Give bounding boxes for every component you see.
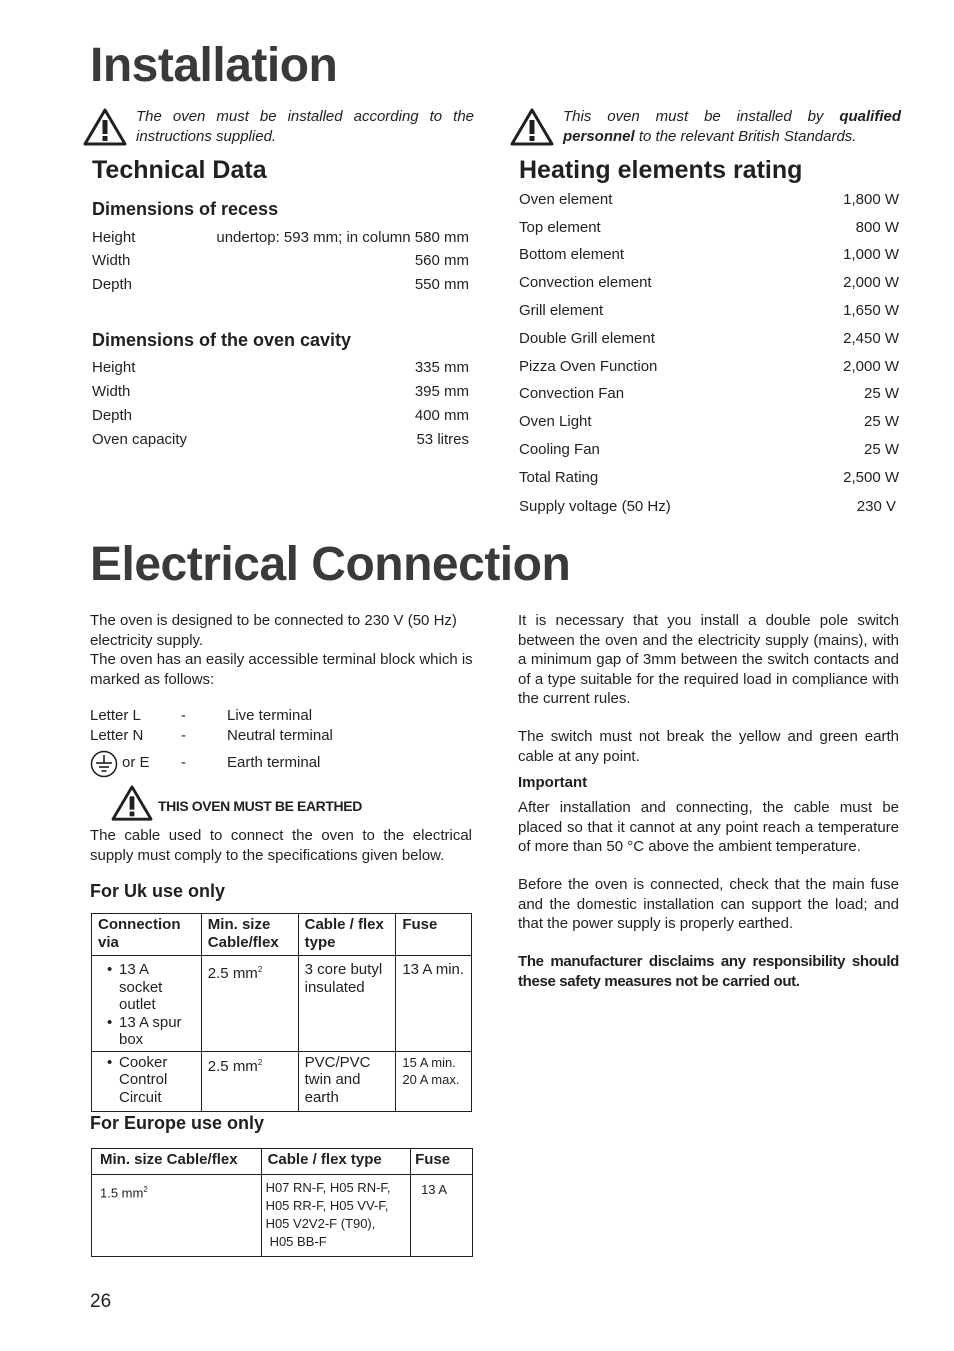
terminal-dash: - [181,727,186,744]
heating-row: Grill element 1,650 W [519,302,899,319]
heating-row: Convection element 2,000 W [519,274,899,291]
disclaimer-text: The manufacturer disclaims any responsibility should these safety measures not be carried out. [518,953,899,990]
earth-symbol-icon [89,750,119,778]
table-header: Connection via [92,914,202,956]
eu-cable-table [91,1148,473,1257]
page-number: 26 [90,1291,112,1312]
table-header: Cable / flex type [298,914,396,956]
warning-install-instructions [82,107,474,147]
table-header: Min. size Cable/flex [92,1149,262,1175]
table-header: Fuse [396,914,472,956]
warning-triangle-icon [82,107,128,147]
heating-row: Oven Light 25 W [519,413,899,430]
cavity-row: Height 335 mm [92,359,469,376]
earthed-warning: THIS OVEN MUST BE EARTHED [158,798,362,814]
warning-text: The oven must be installed according to the instructions supplied. [136,108,474,145]
terminal-dash: - [181,754,186,771]
terminal-letter: Letter L [90,707,141,724]
heating-row: Supply voltage (50 Hz) 230 V [519,498,896,515]
recess-row: Height undertop: 593 mm; in column 580 mm [92,229,469,246]
warning-triangle-icon [110,784,154,822]
cavity-row: Width 395 mm [92,383,469,400]
temperature-text: After installation and connecting, the cable must be placed so that it cannot at any point reach a temperature of more than 50 °C above the ambient temperature. [518,799,899,855]
table-row: 1.5 $mm^2$ H07 RN-F, H05 RN-F, H05 RR-F, H05 VV-F, H05 V2V2-F (T90), H05 BB-F 13 A [92,1175,473,1257]
heating-row: Oven element 1,800 W [519,191,899,208]
recess-row: Width 560 mm [92,252,469,269]
cavity-heading: Dimensions of the oven cavity [92,330,352,350]
cable-text: The cable used to connect the oven to the electrical supply must comply to the specifications given below. [90,827,472,864]
warning-triangle-icon [509,107,555,147]
heating-row: Convection Fan 25 W [519,385,899,402]
terminal-dash: - [181,707,186,724]
uk-heading: For Uk use only [90,881,226,901]
heating-row: Pizza Oven Function 2,000 W [519,358,899,375]
heating-row: Double Grill element 2,450 W [519,330,899,347]
heating-row: Cooling Fan 25 W [519,441,899,458]
intro-text: The oven is designed to be connected to 230 V (50 Hz) electricity supply. The oven has an easily accessible terminal block which is marked as follows: [90,612,473,688]
terminal-name: Neutral terminal [227,727,333,744]
technical-data-heading: Technical Data [92,156,267,184]
terminal-name: Live terminal [227,707,313,724]
cavity-row: Depth 400 mm [92,407,469,424]
page-title-installation: Installation [90,39,338,92]
table-header: Cable / flex type [261,1149,411,1175]
page-title-electrical: Electrical Connection [90,538,571,591]
recess-heading: Dimensions of recess [92,199,279,219]
heating-row: Bottom element 1,000 W [519,246,899,263]
terminal-letter: Letter N [90,727,144,744]
switch-text: It is necessary that you install a double pole switch between the oven and the electricity supply (mains), with a minimum gap of 3mm between the switch contacts and of a type suitable for the required load in compliance with the current rules. [518,612,899,707]
warning-qualified-personnel [509,107,901,147]
heating-row: Top element 800 W [519,219,899,236]
table-header: Min. size Cable/flex [201,914,298,956]
earth-cable-text: The switch must not break the yellow and green earth cable at any point. [518,728,899,765]
cavity-row: Oven capacity 53 litres [92,431,469,448]
heating-row: Total Rating 2,500 W [519,469,899,486]
terminal-name: Earth terminal [227,754,321,771]
terminal-letter: or E [122,754,150,771]
recess-row: Depth 550 mm [92,276,469,293]
table-row: • 13 A socket outlet • 13 A spur box 2.5 $mm^2$ 3 core butyl insulated 13 A min. [92,956,472,1052]
eu-heading: For Europe use only [90,1113,265,1133]
heating-heading: Heating elements rating [519,156,803,184]
fuse-check-text: Before the oven is connected, check that the main fuse and the domestic installation can support the load; and that the power supply is properly earthed. [518,876,899,932]
warning-text: This oven must be installed by qualified personnel to the relevant British Standards. [563,108,901,145]
table-row: • Cooker Control Circuit 2.5 $mm^2$ PVC/PVC twin and earth 15 A min. 20 A max. [92,1051,472,1111]
important-heading: Important [518,774,588,791]
uk-cable-table [91,913,472,1112]
table-header: Fuse [411,1149,473,1175]
